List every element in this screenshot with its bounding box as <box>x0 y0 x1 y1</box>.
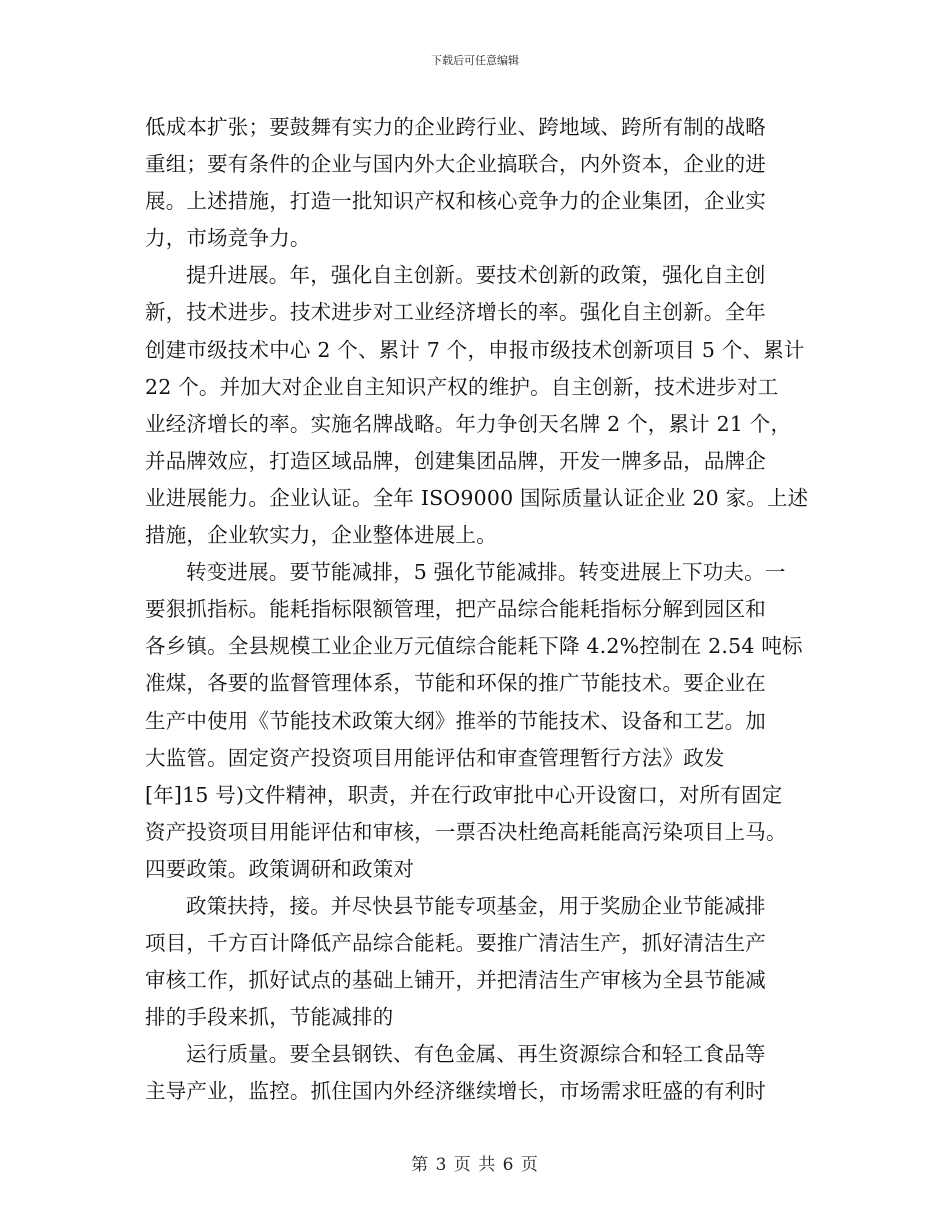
text-line: 资产投资项目用能评估和审核，一票否决杜绝高耗能高污染项目上马。 <box>145 819 787 844</box>
body-text <box>145 109 809 1111</box>
text-line: 主导产业，监控。抓住国内外经济继续增长，市场需求旺盛的有利时 <box>145 1079 766 1104</box>
text-line: 政策扶持，接。并尽快县节能专项基金，用于奖励企业节能减排 <box>186 893 766 918</box>
text-line: 提升进展。年，强化自主创新。要技术创新的政策，强化自主创 <box>186 263 766 288</box>
text-line: 力，市场竞争力。 <box>145 226 311 251</box>
text-line: 低成本扩张；要鼓舞有实力的企业跨行业、跨地域、跨所有制的战略 <box>145 115 766 139</box>
text-line: 要狠抓指标。能耗指标限额管理，把产品综合能耗指标分解到园区和 <box>145 597 766 622</box>
text-line: 大监管。固定资产投资项目用能评估和审查管理暂行方法》政发 <box>145 745 725 770</box>
text-line: 各乡镇。全县规模工业企业万元值综合能耗下降 4.2%控制在 2.54 吨标 <box>145 634 803 659</box>
text-line: 转变进展。要节能减排，5 强化节能减排。转变进展上下功夫。一 <box>186 560 786 585</box>
text-line: 并品牌效应，打造区域品牌，创建集团品牌，开发一牌多品，品牌企 <box>145 448 766 473</box>
text-line: [年]15 号)文件精神，职责，并在行政审批中心开设窗口，对所有固定 <box>145 782 783 807</box>
text-line: 四要政策。政策调研和政策对 <box>145 856 415 881</box>
text-line: 创建市级技术中心 2 个、累计 7 个，申报市级技术创新项目 5 个、累计 <box>145 337 805 362</box>
text-line: 生产中使用《节能技术政策大纲》推举的节能技术、设备和工艺。加 <box>145 708 766 733</box>
text-line: 重组；要有条件的企业与国内外大企业搞联合，内外资本，企业的进 <box>145 152 766 177</box>
text-line: 新，技术进步。技术进步对工业经济增长的率。强化自主创新。全年 <box>145 300 766 325</box>
text-line: 准煤，各要的监督管理体系，节能和环保的推广节能技术。要企业在 <box>145 671 766 696</box>
text-line: 措施，企业软实力，企业整体进展上。 <box>145 523 497 548</box>
text-line: 运行质量。要全县钢铁、有色金属、再生资源综合和轻工食品等 <box>186 1042 766 1067</box>
page-footer: 第 3 页 共 6 页 <box>411 1155 539 1175</box>
text-line: 业经济增长的率。实施名牌战略。年力争创天名牌 2 个，累计 21 个， <box>145 411 792 436</box>
text-line: 排的手段来抓，节能减排的 <box>145 1005 394 1030</box>
text-line: 业进展能力。企业认证。全年 ISO9000 国际质量认证企业 20 家。上述 <box>145 485 809 510</box>
text-line: 审核工作，抓好试点的基础上铺开，并把清洁生产审核为全县节能减 <box>145 968 766 993</box>
text-line: 22 个。并加大对企业自主知识产权的维护。自主创新，技术进步对工 <box>145 374 779 399</box>
page-header: 下载后可任意编辑 <box>431 54 519 67</box>
text-line: 项目，千方百计降低产品综合能耗。要推广清洁生产，抓好清洁生产 <box>145 931 766 956</box>
text-line: 展。上述措施，打造一批知识产权和核心竞争力的企业集团，企业实 <box>145 189 766 214</box>
